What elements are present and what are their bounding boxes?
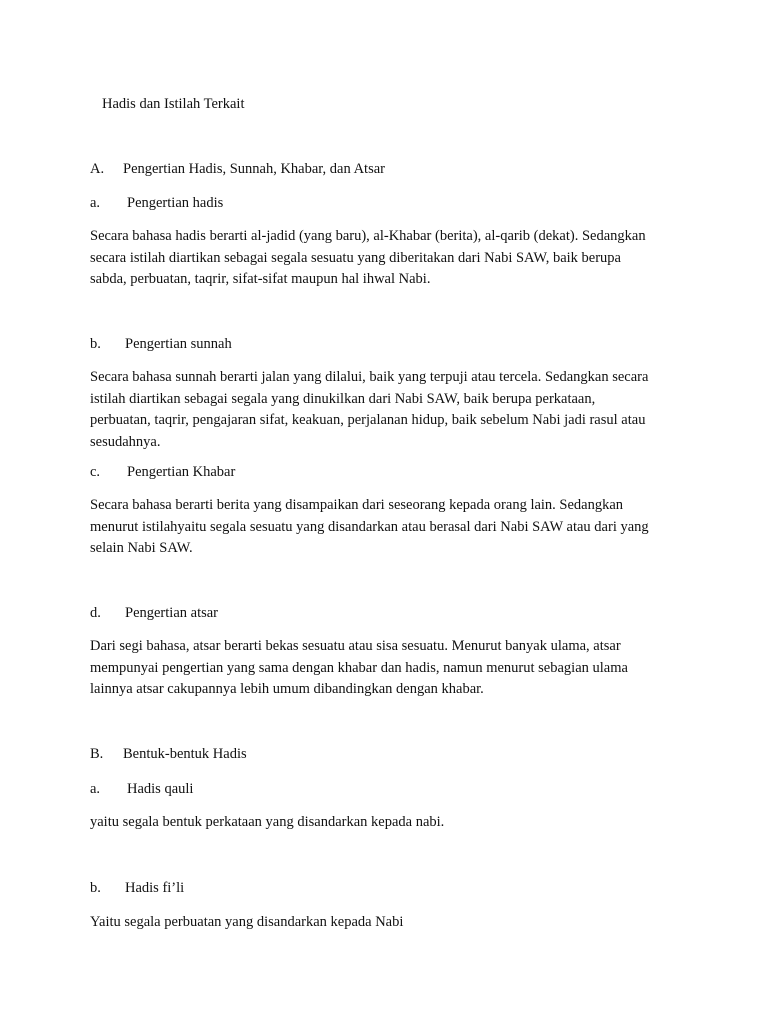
item-title: Pengertian sunnah — [125, 336, 232, 352]
item-marker: a. — [90, 195, 101, 211]
item-marker: b. — [90, 336, 101, 352]
item-marker: b. — [90, 880, 101, 896]
item-title: Pengertian hadis — [127, 195, 224, 211]
item-c-paragraph — [90, 495, 690, 560]
item-a-paragraph — [90, 226, 690, 291]
item-title: Hadis qauli — [127, 781, 194, 797]
paragraph-line: sesudahnya. — [90, 433, 161, 450]
paragraph-line: Yaitu segala perbuatan yang disandarkan kepada Nabi — [90, 914, 404, 930]
section-a-marker: A. — [90, 161, 105, 177]
item-title: Hadis fi’li — [125, 880, 185, 896]
paragraph-line: selain Nabi SAW. — [90, 540, 193, 556]
item-fili-paragraph — [90, 912, 690, 934]
paragraph-line: Dari segi bahasa, atsar berarti bekas sesuatu atau sisa sesuatu. Menurut banyak ulama, atsar — [90, 638, 621, 654]
item-b-paragraph — [90, 367, 690, 453]
paragraph-line: Secara bahasa hadis berarti al-jadid (yang baru), al-Khabar (berita), al-qarib (dekat). Sedangkan — [90, 228, 646, 244]
item-marker: c. — [90, 464, 101, 480]
paragraph-line: Secara bahasa berarti berita yang disampaikan dari seseorang kepada orang lain. Sedangkan — [90, 497, 624, 513]
paragraph-line: mempunyai pengertian yang sama dengan khabar dan hadis, namun menurut sebagian ulama — [90, 659, 628, 676]
document-title: Hadis dan Istilah Terkait — [102, 96, 245, 112]
item-marker: d. — [90, 605, 101, 621]
item-title: Pengertian Khabar — [127, 464, 236, 480]
section-b-marker: B. — [90, 746, 104, 762]
paragraph-line: istilah diartikan sebagai segala yang dinukilkan dari Nabi SAW, baik berupa perkataan, — [90, 390, 596, 407]
paragraph-line: Secara bahasa sunnah berarti jalan yang dilalui, baik yang terpuji atau tercela. Sedangkan secara — [90, 369, 649, 385]
item-d-paragraph — [90, 636, 690, 701]
item-title: Pengertian atsar — [125, 605, 219, 621]
paragraph-line: yaitu segala bentuk perkataan yang disandarkan kepada nabi. — [90, 814, 445, 830]
paragraph-line: sabda, perbuatan, taqrir, sifat-sifat maupun hal ihwal Nabi. — [90, 271, 431, 287]
paragraph-line: lainnya atsar cakupannya lebih umum dibandingkan dengan khabar. — [90, 681, 484, 697]
item-marker: a. — [90, 781, 101, 797]
section-a-title: Pengertian Hadis, Sunnah, Khabar, dan Atsar — [123, 161, 385, 177]
item-qauli-paragraph — [90, 812, 690, 834]
section-b-title: Bentuk-bentuk Hadis — [123, 746, 247, 762]
paragraph-line: menurut istilahyaitu segala sesuatu yang disandarkan atau berasal dari Nabi SAW atau dari yang — [90, 518, 649, 535]
paragraph-line: secara istilah diartikan sebagai segala sesuatu yang diberitakan dari Nabi SAW, baik berupa — [90, 249, 621, 266]
paragraph-line: perbuatan, taqrir, pengajaran sifat, keakuan, perjalanan hidup, baik sebelum Nabi jadi rasul atau — [90, 412, 646, 428]
